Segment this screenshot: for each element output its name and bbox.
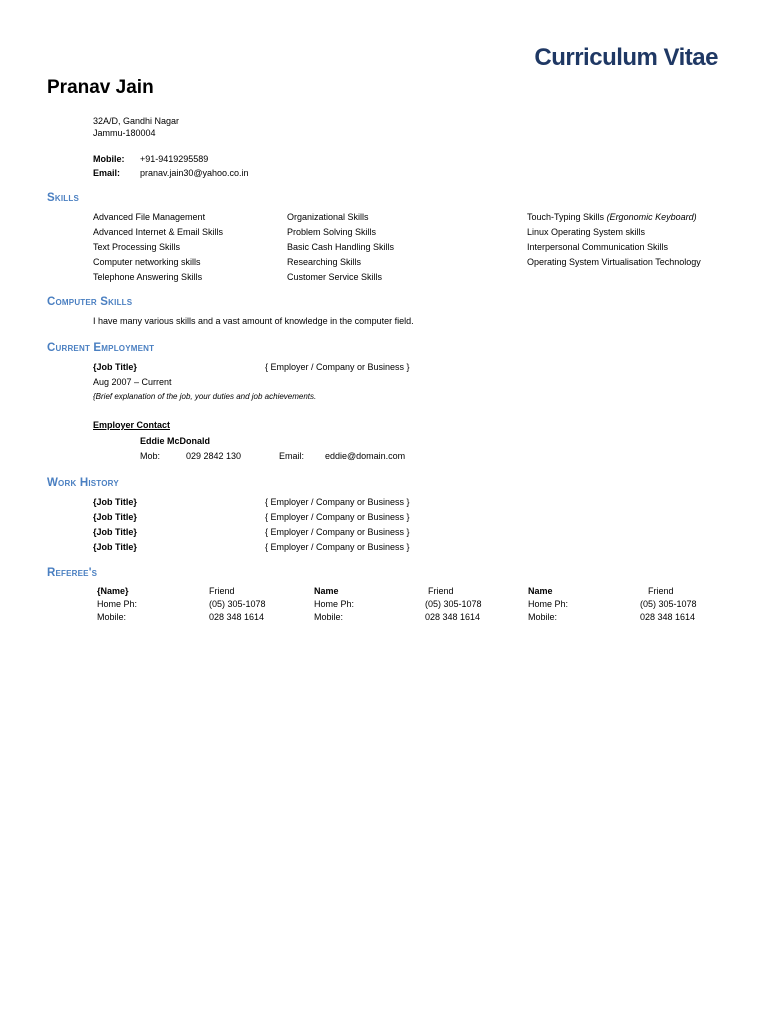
current-dates: Aug 2007 – Current xyxy=(93,377,172,387)
referee-name: Name xyxy=(314,586,339,596)
referee-relation: Friend xyxy=(648,586,674,596)
current-description: {Brief explanation of the job, your duties and job achievements. xyxy=(93,392,317,401)
work-history-employer: { Employer / Company or Business } xyxy=(265,527,410,537)
skill-item: Customer Service Skills xyxy=(287,272,383,282)
mobile-value: +91-9419295589 xyxy=(140,154,209,164)
employer-contact-heading: Employer Contact xyxy=(93,420,171,430)
referee-home-phone: (05) 305-1078 xyxy=(640,599,697,609)
referee-3-labels xyxy=(528,585,568,624)
work-history-heading: Work History xyxy=(47,477,119,489)
referee-mobile: 028 348 1614 xyxy=(209,612,265,622)
referee-name: {Name} xyxy=(97,586,129,596)
skill-item: Researching Skills xyxy=(287,257,362,267)
referee-mobile: 028 348 1614 xyxy=(640,612,696,622)
referee-1-values xyxy=(209,585,266,624)
work-history-title: {Job Title} xyxy=(93,542,137,552)
current-job-title: {Job Title} xyxy=(93,362,137,372)
skill-item xyxy=(527,210,701,225)
work-history-title: {Job Title} xyxy=(93,512,137,522)
skill-item: Telephone Answering Skills xyxy=(93,272,203,282)
skill-item: Operating System Virtualisation Technology xyxy=(527,257,701,267)
mobile-label: Mobile: xyxy=(93,154,125,164)
email-label: Email: xyxy=(93,168,121,178)
address-line-2: Jammu-180004 xyxy=(93,128,156,138)
referee-mobile-label: Mobile: xyxy=(528,612,558,622)
contact-email-label: Email: xyxy=(279,451,305,461)
work-history-title: {Job Title} xyxy=(93,497,137,507)
referee-mobile: 028 348 1614 xyxy=(425,612,481,622)
skill-item: Problem Solving Skills xyxy=(287,227,377,237)
computer-skills-heading: Computer Skills xyxy=(47,296,133,308)
work-history-employer: { Employer / Company or Business } xyxy=(265,542,410,552)
skill-item: Organizational Skills xyxy=(287,212,369,222)
skill-item: Interpersonal Communication Skills xyxy=(527,242,669,252)
work-history-employer: { Employer / Company or Business } xyxy=(265,512,410,522)
skills-column-2 xyxy=(287,210,394,285)
work-history-title: {Job Title} xyxy=(93,527,137,537)
referee-2-labels xyxy=(314,585,354,624)
referee-relation: Friend xyxy=(428,586,454,596)
address-line-1: 32A/D, Gandhi Nagar xyxy=(93,116,180,126)
referee-home-phone: (05) 305-1078 xyxy=(425,599,482,609)
skill-item-note: (Ergonomic Keyboard) xyxy=(606,212,697,222)
referee-mobile-label: Mobile: xyxy=(97,612,127,622)
skills-column-1 xyxy=(93,210,223,285)
skill-item: Basic Cash Handling Skills xyxy=(287,242,395,252)
skill-item-text: Touch-Typing Skills xyxy=(527,212,605,222)
referee-home-label: Home Ph: xyxy=(528,599,569,609)
email-value: pranav.jain30@yahoo.co.in xyxy=(140,168,249,178)
computer-skills-text: I have many various skills and a vast amount of knowledge in the computer field. xyxy=(93,316,414,326)
referee-name: Name xyxy=(528,586,553,596)
referee-3-values xyxy=(640,585,697,624)
referee-relation: Friend xyxy=(209,586,235,596)
referee-mobile-label: Mobile: xyxy=(314,612,344,622)
referee-home-label: Home Ph: xyxy=(314,599,355,609)
contact-email-value: eddie@domain.com xyxy=(325,451,406,461)
skill-item: Text Processing Skills xyxy=(93,242,181,252)
referee-1-labels xyxy=(97,585,137,624)
work-history-employers xyxy=(265,495,410,555)
skill-item: Linux Operating System skills xyxy=(527,227,646,237)
skill-item: Computer networking skills xyxy=(93,257,201,267)
contact-mob-value: 029 2842 130 xyxy=(186,451,242,461)
skills-heading: Skills xyxy=(47,192,79,204)
current-employment-heading: Current Employment xyxy=(47,342,155,354)
referees-heading: Referee's xyxy=(47,567,98,579)
referee-home-phone: (05) 305-1078 xyxy=(209,599,266,609)
current-employer: { Employer / Company or Business } xyxy=(265,362,410,372)
candidate-name: Pranav Jain xyxy=(47,77,154,98)
work-history-titles xyxy=(93,495,137,555)
skills-column-3 xyxy=(527,210,701,270)
contact-name: Eddie McDonald xyxy=(140,436,211,446)
skill-item: Advanced File Management xyxy=(93,212,206,222)
document-title: Curriculum Vitae xyxy=(534,44,718,71)
skill-item: Advanced Internet & Email Skills xyxy=(93,227,224,237)
work-history-employer: { Employer / Company or Business } xyxy=(265,497,410,507)
referee-2-values xyxy=(425,585,482,624)
referee-home-label: Home Ph: xyxy=(97,599,138,609)
contact-mob-label: Mob: xyxy=(140,451,161,461)
